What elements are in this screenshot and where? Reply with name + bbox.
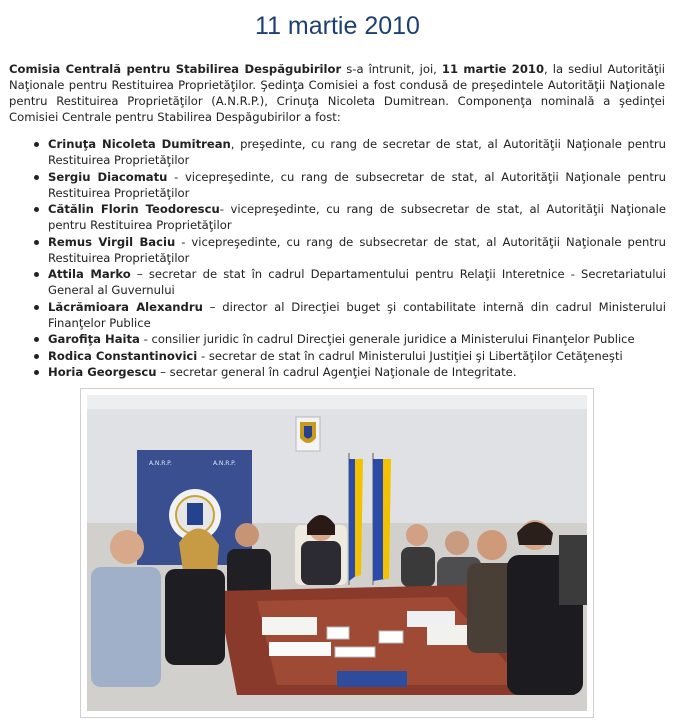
intro-paragraph: [9, 61, 665, 125]
member-name: Attila Marko: [48, 267, 131, 281]
ceiling: [87, 395, 587, 409]
list-item: [32, 266, 666, 298]
bullet-icon: [34, 207, 39, 212]
list-item: [32, 169, 666, 201]
intro-text-1: s-a întrunit, joi,: [341, 62, 442, 76]
bullet-icon: [34, 354, 39, 359]
meeting-photo: [87, 395, 587, 711]
name-plate: [379, 631, 403, 643]
list-item: [32, 234, 666, 266]
bullet-icon: [34, 272, 39, 277]
papers: [407, 611, 455, 627]
svg-text:A.N.R.P.: A.N.R.P.: [149, 460, 172, 467]
name-plate: [335, 647, 375, 657]
papers: [262, 617, 317, 635]
member-role: – secretar de stat în cadrul Departamentului pentru Relaţii Interetnice - Secretariatului General al Guvernului: [48, 267, 666, 297]
intro-text-2: , la sediul Autorităţii Naţionale pentru Restituirea Proprietăţilor. Şedinţa Comisiei a fost condusă de preşedintele Autorităţii Naţionale pentru Restituirea Proprietăţilor (A.N.R.P.), Crinuţa Nicoleta Dumitrean. Componenţa nominală a şedinţei Comisiei Centrale pentru Stabilirea Despăgubirilor a fost:: [9, 62, 665, 124]
intro-date: 11 martie 2010: [441, 62, 545, 76]
bullet-icon: [34, 175, 39, 180]
member-role: - consilier juridic în cadrul Direcţiei generale juridice a Ministerului Finanţelor Publice: [139, 332, 635, 346]
member-role: - secretar de stat în cadrul Ministerului Justiţiei şi Libertăţilor Cetăţeneşti: [197, 348, 623, 363]
list-item: [32, 348, 666, 364]
list-item: [32, 299, 666, 331]
person-center: [301, 515, 341, 585]
member-role: – secretar general în cadrul Agenţiei Naţionale de Integritate.: [156, 365, 517, 379]
member-name: Sergiu Diacomatu: [48, 169, 168, 184]
members-list: [32, 136, 666, 381]
folder: [337, 671, 407, 687]
svg-text:A.N.R.P.: A.N.R.P.: [213, 460, 236, 467]
member-name: Rodica Constantinovici: [48, 348, 198, 363]
bullet-icon: [34, 337, 39, 342]
page-title: 11 martie 2010: [255, 12, 420, 40]
member-name: Cătălin Florin Teodorescu: [48, 202, 220, 216]
member-name: Remus Virgil Baciu: [48, 234, 176, 249]
bullet-icon: [34, 142, 39, 147]
intro-lead: Comisia Centrală pentru Stabilirea Despăgubirilor: [9, 62, 342, 76]
meeting-photo-frame: [80, 388, 594, 718]
list-item: [32, 136, 666, 168]
flag-right: [373, 453, 391, 585]
member-name: Lăcrămioara Alexandru: [48, 299, 203, 314]
bullet-icon: [34, 370, 39, 375]
list-item: [32, 331, 666, 347]
bullet-icon: [34, 305, 39, 310]
member-name: Horia Georgescu: [48, 365, 157, 379]
member-role: – director al Direcţiei buget şi contabilitate internă din cadrul Ministerului Finanţelor Publice: [48, 299, 666, 330]
coat-of-arms-icon: [296, 417, 320, 451]
member-name: Crinuţa Nicoleta Dumitrean: [48, 137, 231, 151]
list-item: [32, 201, 666, 233]
member-role: - vicepreşedinte, cu rang de subsecretar de stat, al Autorităţii Naţionale pentru Restituirea Proprietăţilor: [48, 202, 666, 232]
list-item: [32, 364, 666, 380]
member-name: Garofiţa Haita: [48, 332, 140, 346]
papers: [269, 642, 331, 656]
name-plate: [327, 627, 349, 639]
member-role: - vicepreşedinte, cu rang de subsecretar de stat, al Autorităţii Naţionale pentru Restituirea Proprietăţilor: [48, 234, 666, 265]
flag-left: [349, 453, 363, 585]
member-role: - vicepreşedinte, cu rang de subsecretar de stat, al Autorităţii Naţionale pentru Restituirea Proprietăţilor: [48, 169, 666, 200]
bullet-icon: [34, 240, 39, 245]
cabinet: [559, 535, 587, 605]
member-role: , preşedinte, cu rang de secretar de stat, al Autorităţii Naţionale pentru Restituirea Proprietăţilor: [48, 137, 666, 167]
